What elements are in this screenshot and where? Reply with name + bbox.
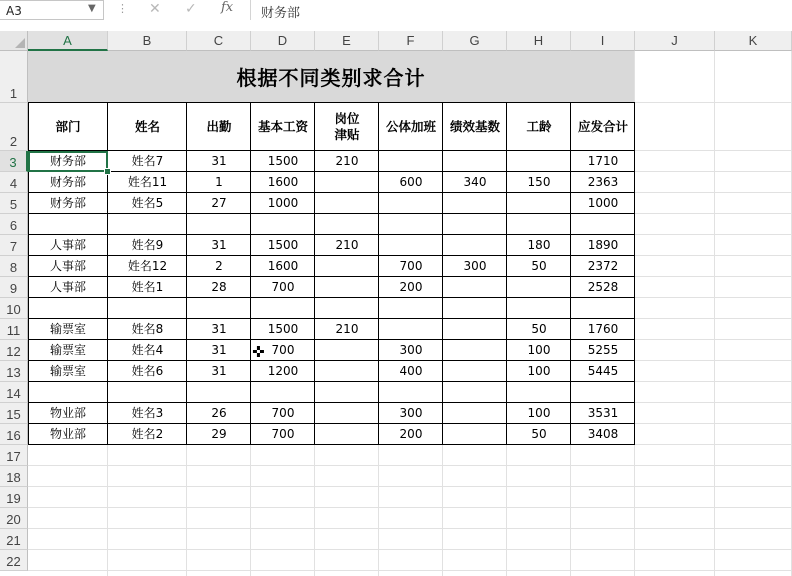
table-cell[interactable]: 200 bbox=[399, 427, 423, 441]
table-cell[interactable] bbox=[443, 193, 507, 214]
table-cell[interactable]: 人事部 bbox=[49, 259, 86, 273]
table-cell[interactable]: 人事部 bbox=[49, 238, 86, 252]
row-number: 9 bbox=[9, 281, 18, 296]
table-cell[interactable] bbox=[28, 214, 108, 235]
table-cell[interactable]: 2 bbox=[215, 259, 223, 273]
table-cell[interactable] bbox=[443, 382, 507, 403]
table-cell[interactable] bbox=[187, 298, 251, 319]
row-number: 17 bbox=[6, 449, 21, 464]
table-cell[interactable]: 姓名9 bbox=[131, 238, 164, 252]
table-cell[interactable]: 姓名8 bbox=[131, 322, 164, 336]
table-cell[interactable]: 300 bbox=[463, 259, 487, 273]
table-cell[interactable]: 姓名2 bbox=[131, 427, 164, 441]
table-cell[interactable]: 50 bbox=[531, 259, 547, 273]
table-cell[interactable]: 姓名3 bbox=[131, 406, 164, 420]
table-border-vertical bbox=[506, 103, 507, 445]
table-cell[interactable]: 1500 bbox=[267, 322, 299, 336]
column-header-c[interactable]: C bbox=[187, 31, 251, 51]
column-header-d[interactable]: D bbox=[251, 31, 315, 51]
row-header-6[interactable] bbox=[0, 214, 28, 235]
table-border-horizontal bbox=[28, 339, 635, 340]
table-cell[interactable]: 700 bbox=[271, 406, 295, 420]
table-border-horizontal bbox=[28, 213, 635, 214]
table-cell[interactable]: 210 bbox=[335, 322, 359, 336]
table-border-horizontal bbox=[28, 171, 635, 172]
table-cell[interactable]: 1600 bbox=[267, 259, 299, 273]
row-number: 16 bbox=[6, 428, 21, 443]
table-cell[interactable] bbox=[443, 277, 507, 298]
table-cell[interactable] bbox=[443, 424, 507, 445]
table-cell[interactable]: 700 bbox=[271, 343, 295, 357]
table-cell[interactable] bbox=[315, 172, 379, 193]
table-cell[interactable]: 输票室 bbox=[49, 322, 86, 336]
row-number: 4 bbox=[9, 176, 18, 191]
table-cell[interactable]: 29 bbox=[211, 427, 227, 441]
table-cell[interactable]: 210 bbox=[335, 238, 359, 252]
table-cell[interactable] bbox=[443, 235, 507, 256]
table-cell[interactable]: 物业部 bbox=[49, 406, 86, 420]
table-cell[interactable] bbox=[571, 298, 635, 319]
table-border-horizontal bbox=[28, 192, 635, 193]
table-border-vertical bbox=[186, 103, 187, 445]
table-cell[interactable] bbox=[379, 214, 443, 235]
column-header-g[interactable]: G bbox=[443, 31, 507, 51]
row-number: 12 bbox=[6, 344, 21, 359]
table-cell[interactable] bbox=[315, 298, 379, 319]
row-number: 8 bbox=[9, 260, 18, 275]
formula-bar-grip-icon[interactable]: ⋮ bbox=[117, 2, 128, 15]
table-cell[interactable]: 300 bbox=[399, 406, 423, 420]
table-cell[interactable]: 姓名11 bbox=[127, 175, 168, 189]
row-number: 18 bbox=[6, 470, 21, 485]
table-cell[interactable]: 1500 bbox=[267, 154, 299, 168]
table-cell[interactable]: 财务部 bbox=[49, 196, 86, 210]
table-cell[interactable] bbox=[108, 298, 187, 319]
table-border-horizontal bbox=[28, 423, 635, 424]
table-cell[interactable]: 财务部 bbox=[49, 154, 86, 168]
table-cell[interactable] bbox=[443, 403, 507, 424]
select-all-icon bbox=[15, 38, 25, 48]
table-border-horizontal bbox=[28, 381, 635, 382]
row-header-16[interactable] bbox=[0, 424, 28, 445]
gridline-horizontal bbox=[28, 549, 792, 550]
table-cell[interactable] bbox=[187, 382, 251, 403]
column-header-a[interactable]: A bbox=[28, 31, 108, 51]
row-number: 1 bbox=[9, 86, 18, 101]
gridline-horizontal bbox=[28, 507, 792, 508]
table-cell[interactable] bbox=[507, 298, 571, 319]
table-cell[interactable]: 200 bbox=[399, 280, 423, 294]
table-border-vertical bbox=[570, 103, 571, 445]
table-cell[interactable]: 31 bbox=[211, 154, 227, 168]
table-cell[interactable] bbox=[315, 214, 379, 235]
table-cell[interactable] bbox=[251, 298, 315, 319]
table-cell[interactable]: 3408 bbox=[587, 427, 619, 441]
table-cell[interactable] bbox=[379, 235, 443, 256]
table-cell[interactable]: 3531 bbox=[587, 406, 619, 420]
table-cell[interactable]: 输票室 bbox=[49, 364, 86, 378]
table-cell[interactable] bbox=[443, 151, 507, 172]
name-box-value: A3 bbox=[6, 4, 22, 18]
row-number: 3 bbox=[9, 155, 17, 170]
table-cell[interactable]: 1500 bbox=[267, 238, 299, 252]
row-header-4[interactable] bbox=[0, 172, 28, 193]
table-cell[interactable] bbox=[507, 151, 571, 172]
table-border-horizontal bbox=[28, 234, 635, 235]
table-cell[interactable] bbox=[379, 319, 443, 340]
table-cell[interactable]: 150 bbox=[527, 175, 551, 189]
table-cell[interactable]: 人事部 bbox=[49, 280, 86, 294]
table-cell[interactable] bbox=[507, 214, 571, 235]
name-box[interactable] bbox=[0, 0, 104, 20]
row-number: 14 bbox=[6, 386, 21, 401]
table-cell[interactable]: 姓名4 bbox=[131, 343, 164, 357]
table-cell[interactable] bbox=[571, 382, 635, 403]
table-cell[interactable]: 600 bbox=[399, 175, 423, 189]
row-header-3[interactable] bbox=[0, 151, 28, 172]
table-border-vertical bbox=[634, 103, 635, 445]
table-cell[interactable]: 输票室 bbox=[49, 343, 86, 357]
column-header-e[interactable]: E bbox=[315, 31, 379, 51]
row-header-5[interactable] bbox=[0, 193, 28, 214]
table-cell[interactable] bbox=[443, 361, 507, 382]
column-header-f[interactable]: F bbox=[379, 31, 443, 51]
row-number: 19 bbox=[6, 491, 21, 506]
row-number: 10 bbox=[6, 302, 21, 317]
table-cell[interactable]: 姓名7 bbox=[131, 154, 164, 168]
row-header-8[interactable] bbox=[0, 256, 28, 277]
formula-value: 财务部 bbox=[261, 6, 301, 21]
table-border-horizontal bbox=[28, 402, 635, 403]
table-cell[interactable]: 姓名12 bbox=[127, 259, 168, 273]
column-header-h[interactable]: H bbox=[507, 31, 571, 51]
select-all-button[interactable] bbox=[0, 31, 28, 51]
row-header-11[interactable] bbox=[0, 319, 28, 340]
table-cell[interactable] bbox=[507, 382, 571, 403]
table-cell[interactable]: 2528 bbox=[587, 280, 619, 294]
sheet-title[interactable]: 根据不同类别求合计 bbox=[236, 66, 426, 90]
table-cell[interactable] bbox=[108, 214, 187, 235]
table-border-horizontal bbox=[28, 297, 635, 298]
table-cell[interactable]: 100 bbox=[527, 364, 551, 378]
insert-function-icon[interactable]: fx bbox=[221, 0, 234, 15]
table-cell[interactable] bbox=[28, 382, 108, 403]
table-cell[interactable]: 50 bbox=[531, 322, 547, 336]
table-cell[interactable]: 31 bbox=[211, 343, 227, 357]
column-title-3[interactable]: 基本工资 bbox=[257, 119, 308, 134]
column-title-4[interactable]: 岗位 津贴 bbox=[334, 111, 360, 142]
table-cell[interactable]: 2372 bbox=[587, 259, 619, 273]
row-number: 11 bbox=[6, 323, 21, 338]
column-header-b[interactable]: B bbox=[108, 31, 187, 51]
table-cell[interactable]: 2363 bbox=[587, 175, 619, 189]
table-cell[interactable]: 物业部 bbox=[49, 427, 86, 441]
table-cell[interactable]: 31 bbox=[211, 322, 227, 336]
table-cell[interactable] bbox=[571, 214, 635, 235]
row-header-9[interactable] bbox=[0, 277, 28, 298]
table-border-vertical bbox=[314, 103, 315, 445]
table-cell[interactable] bbox=[379, 382, 443, 403]
table-cell[interactable]: 340 bbox=[463, 175, 487, 189]
column-header-i[interactable]: I bbox=[571, 31, 635, 51]
active-cell-selection[interactable] bbox=[28, 151, 108, 172]
gridline-horizontal bbox=[28, 465, 792, 466]
column-title-8[interactable]: 应发合计 bbox=[577, 119, 628, 134]
table-cell[interactable]: 27 bbox=[211, 196, 227, 210]
table-cell[interactable] bbox=[315, 361, 379, 382]
gridline-vertical bbox=[714, 51, 715, 576]
row-number: 7 bbox=[9, 239, 18, 254]
formula-input[interactable] bbox=[250, 0, 792, 20]
table-cell[interactable]: 300 bbox=[399, 343, 423, 357]
cross-cursor-icon: ✜ bbox=[252, 343, 265, 361]
row-number: 15 bbox=[6, 407, 21, 422]
table-cell[interactable]: 1000 bbox=[587, 196, 619, 210]
table-cell[interactable] bbox=[251, 382, 315, 403]
gridline-horizontal bbox=[28, 570, 792, 571]
table-cell[interactable] bbox=[379, 151, 443, 172]
table-cell[interactable]: 1200 bbox=[267, 364, 299, 378]
table-cell[interactable]: 1 bbox=[215, 175, 223, 189]
fill-handle[interactable] bbox=[104, 168, 111, 175]
table-cell[interactable] bbox=[315, 424, 379, 445]
formula-bar-spacer bbox=[0, 22, 792, 31]
row-number: 20 bbox=[6, 512, 21, 527]
row-number: 6 bbox=[9, 218, 18, 233]
column-header-k[interactable]: K bbox=[715, 31, 792, 51]
row-header-1[interactable] bbox=[0, 51, 28, 103]
row-header-15[interactable] bbox=[0, 403, 28, 424]
table-border-vertical bbox=[442, 103, 443, 445]
table-cell[interactable] bbox=[315, 403, 379, 424]
table-border-vertical bbox=[378, 103, 379, 445]
enter-icon[interactable]: ✓ bbox=[185, 1, 197, 17]
row-header-22[interactable] bbox=[0, 550, 28, 571]
table-border-horizontal bbox=[28, 255, 635, 256]
column-title-2[interactable]: 出勤 bbox=[206, 119, 232, 134]
row-header-14[interactable] bbox=[0, 382, 28, 403]
row-number: 22 bbox=[6, 554, 21, 569]
gridline-horizontal bbox=[28, 528, 792, 529]
table-cell[interactable]: 26 bbox=[211, 406, 227, 420]
table-cell[interactable] bbox=[443, 319, 507, 340]
table-cell[interactable]: 700 bbox=[399, 259, 423, 273]
row-header-18[interactable] bbox=[0, 466, 28, 487]
table-cell[interactable]: 1890 bbox=[587, 238, 619, 252]
column-title-0[interactable]: 部门 bbox=[55, 119, 81, 134]
table-cell[interactable] bbox=[443, 298, 507, 319]
table-cell[interactable]: 姓名1 bbox=[131, 280, 164, 294]
row-header-19[interactable] bbox=[0, 487, 28, 508]
row-number: 13 bbox=[6, 365, 21, 380]
column-title-6[interactable]: 绩效基数 bbox=[449, 119, 500, 134]
table-cell[interactable]: 5255 bbox=[587, 343, 619, 357]
table-border-horizontal bbox=[28, 102, 635, 103]
row-number: 2 bbox=[9, 134, 18, 149]
table-cell[interactable]: 210 bbox=[335, 154, 359, 168]
row-header-13[interactable] bbox=[0, 361, 28, 382]
gridline-horizontal bbox=[28, 486, 792, 487]
chevron-down-icon[interactable]: ▼ bbox=[88, 3, 96, 14]
table-cell[interactable] bbox=[315, 193, 379, 214]
table-border-horizontal bbox=[28, 318, 635, 319]
table-cell[interactable] bbox=[315, 277, 379, 298]
table-cell[interactable] bbox=[507, 193, 571, 214]
table-cell[interactable]: 1710 bbox=[587, 154, 619, 168]
formula-bar bbox=[0, 0, 792, 23]
table-cell[interactable]: 700 bbox=[271, 280, 295, 294]
table-border-horizontal bbox=[28, 150, 635, 151]
row-number: 5 bbox=[9, 197, 18, 212]
row-header-17[interactable] bbox=[0, 445, 28, 466]
table-cell[interactable]: 1600 bbox=[267, 175, 299, 189]
table-cell[interactable]: 5445 bbox=[587, 364, 619, 378]
table-cell[interactable]: 财务部 bbox=[49, 175, 86, 189]
column-title-7[interactable]: 工龄 bbox=[526, 119, 552, 134]
table-cell[interactable]: 180 bbox=[527, 238, 551, 252]
table-cell[interactable]: 100 bbox=[527, 343, 551, 357]
table-border-horizontal bbox=[28, 360, 635, 361]
table-cell[interactable]: 28 bbox=[211, 280, 227, 294]
row-header-7[interactable] bbox=[0, 235, 28, 256]
table-cell[interactable]: 400 bbox=[399, 364, 423, 378]
table-cell[interactable] bbox=[379, 298, 443, 319]
table-cell[interactable]: 31 bbox=[211, 364, 227, 378]
table-cell[interactable]: 50 bbox=[531, 427, 547, 441]
table-cell[interactable]: 100 bbox=[527, 406, 551, 420]
table-cell[interactable]: 31 bbox=[211, 238, 227, 252]
table-cell[interactable] bbox=[379, 193, 443, 214]
column-title-5[interactable]: 公体加班 bbox=[385, 119, 436, 134]
table-cell[interactable] bbox=[443, 214, 507, 235]
table-border-vertical bbox=[250, 103, 251, 445]
row-header-20[interactable] bbox=[0, 508, 28, 529]
table-cell[interactable] bbox=[187, 214, 251, 235]
column-title-1[interactable]: 姓名 bbox=[134, 119, 160, 134]
table-border-horizontal bbox=[28, 444, 635, 445]
table-cell[interactable] bbox=[443, 340, 507, 361]
row-header-2[interactable] bbox=[0, 103, 28, 151]
row-header-10[interactable] bbox=[0, 298, 28, 319]
table-border-horizontal bbox=[28, 276, 635, 277]
table-cell[interactable]: 1760 bbox=[587, 322, 619, 336]
table-cell[interactable] bbox=[251, 214, 315, 235]
table-cell[interactable]: 姓名6 bbox=[131, 364, 164, 378]
table-cell[interactable] bbox=[315, 382, 379, 403]
table-cell[interactable] bbox=[315, 256, 379, 277]
table-cell[interactable] bbox=[28, 298, 108, 319]
table-cell[interactable] bbox=[507, 277, 571, 298]
row-header-21[interactable] bbox=[0, 529, 28, 550]
table-cell[interactable] bbox=[108, 382, 187, 403]
table-cell[interactable]: 700 bbox=[271, 427, 295, 441]
cancel-icon[interactable]: ✕ bbox=[149, 1, 161, 17]
row-number: 21 bbox=[6, 533, 21, 548]
column-header-j[interactable]: J bbox=[635, 31, 715, 51]
table-cell[interactable]: 姓名5 bbox=[131, 196, 164, 210]
table-cell[interactable] bbox=[315, 340, 379, 361]
row-header-12[interactable] bbox=[0, 340, 28, 361]
table-cell[interactable]: 1000 bbox=[267, 196, 299, 210]
